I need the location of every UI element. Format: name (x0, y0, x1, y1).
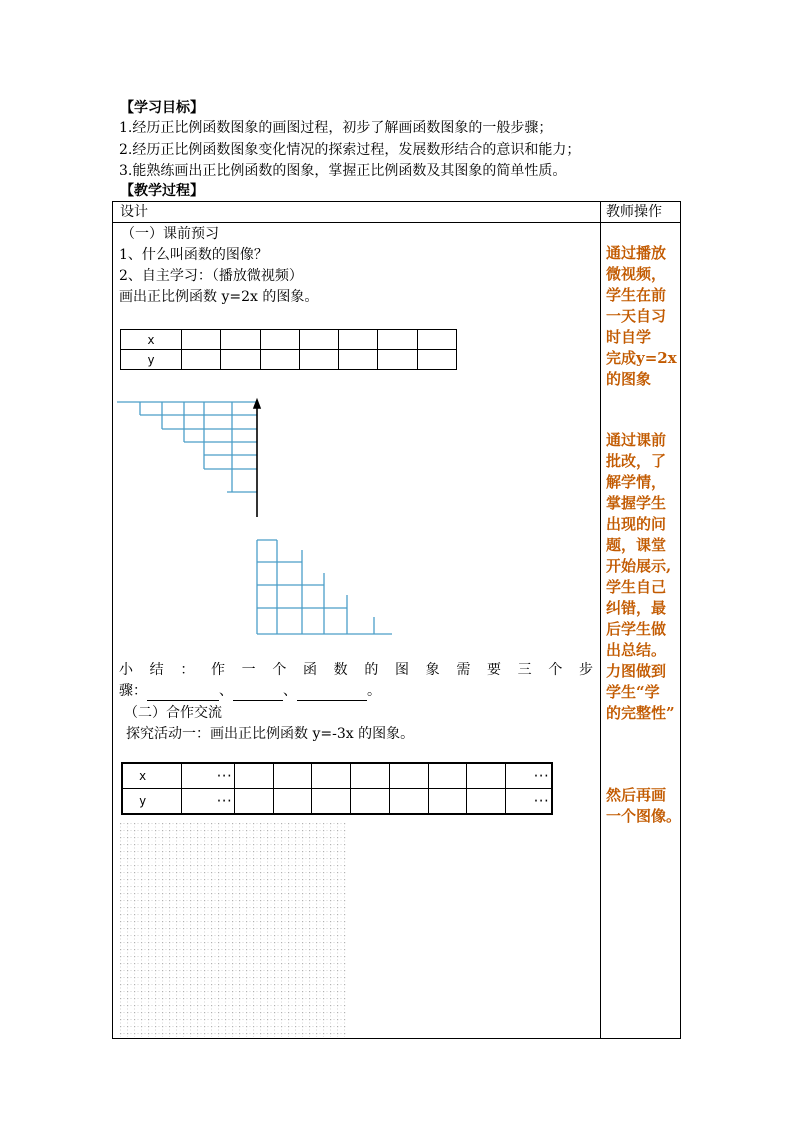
column-header-teacher: 教师操作 (606, 204, 662, 220)
ellipsis: ··· (182, 789, 235, 815)
question-1: 1、什么叫函数的图像？ (119, 247, 268, 263)
ellipsis: ··· (182, 763, 235, 789)
blank-step-2[interactable] (233, 686, 283, 701)
staircase-grid-drawing (112, 395, 402, 640)
teacher-note-video: 通过播放 微视频， 学生在前 一天自习 时自学 完成y=2x 的图象 (606, 244, 677, 388)
task-draw-y2x: 画出正比例函数 y=2x 的图象。 (119, 289, 319, 305)
separator: 、 (283, 683, 297, 699)
section-cooperation-title: （二）合作交流 (124, 705, 222, 721)
objective-item-2: 2.经历正比例函数图象变化情况的探索过程，发展数形结合的意识和能力； (119, 142, 581, 158)
period: 。 (367, 683, 381, 699)
process-heading: 【教学过程】 (120, 183, 204, 199)
teacher-note-draw-again: 然后再画 一个图像。 (606, 786, 682, 825)
separator: 、 (219, 683, 233, 699)
value-table-1 (120, 329, 457, 370)
dotted-graph-paper (120, 823, 346, 1037)
blank-step-1[interactable] (147, 686, 219, 701)
ellipsis: ··· (506, 789, 553, 815)
row-label-y: y (122, 789, 182, 815)
column-header-design: 设计 (120, 204, 148, 220)
section-preview-title: （一）课前预习 (121, 226, 219, 242)
row-label-y: y (121, 350, 182, 370)
blank-step-3[interactable] (297, 686, 367, 701)
summary-line-2 (119, 681, 381, 701)
summary-steps-label: 骤： (119, 683, 147, 699)
value-table-2 (121, 762, 553, 815)
objectives-heading: 【学习目标】 (120, 100, 204, 116)
row-label-x: x (121, 330, 182, 350)
objective-item-1: 1.经历正比例函数图象的画图过程，初步了解画函数图象的一般步骤； (119, 120, 553, 136)
objective-item-3: 3.能熟练画出正比例函数的图象，掌握正比例函数及其图象的简单性质。 (119, 163, 567, 179)
row-label-x: x (122, 763, 182, 789)
task-draw-y-3x: 探究活动一：画出正比例函数 y=-3x 的图象。 (126, 726, 415, 742)
summary-line-1: 小 结 ： 作 一 个 函 数 的 图 象 需 要 三 个 步 (119, 662, 593, 678)
teacher-note-correction: 通过课前 批改，了 解学情， 掌握学生 出现的问 题，课堂 开始展示, 学生自己 纠错，最 后学生做 出总结。 力图做到 学生“学 的完整性” (606, 431, 675, 722)
question-2: 2、自主学习：（播放微视频） (119, 268, 303, 284)
ellipsis: ··· (506, 763, 553, 789)
